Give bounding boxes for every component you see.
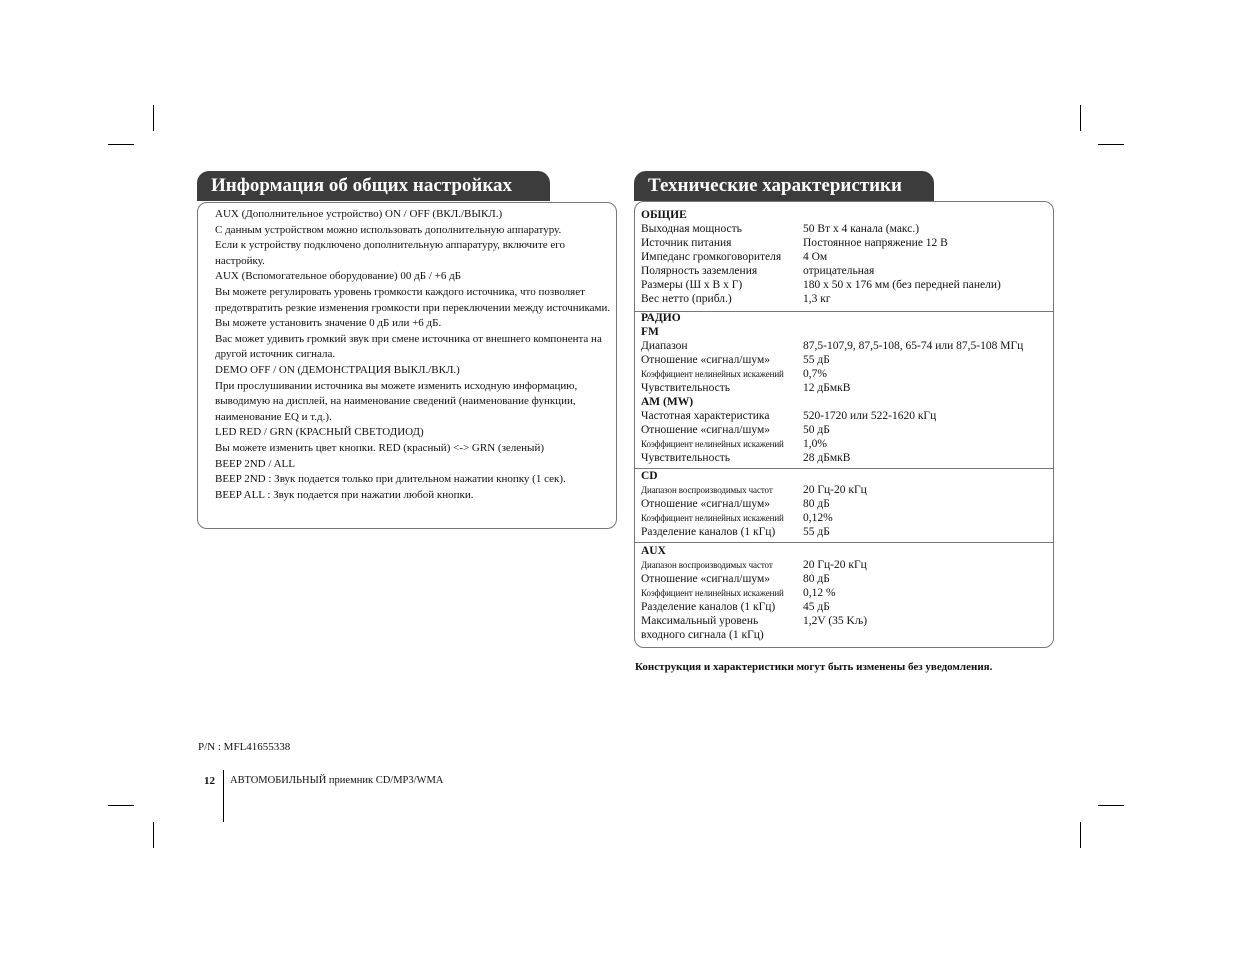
spec-row xyxy=(641,437,1051,451)
spec-label: Чувствительность xyxy=(641,382,730,394)
spec-row xyxy=(641,483,1051,497)
spec-value: 28 дБмкВ xyxy=(803,452,851,464)
settings-option-heading: LED RED / GRN (КРАСНЫЙ СВЕТОДИОД) xyxy=(215,426,424,439)
spec-label: Разделение каналов (1 кГц) xyxy=(641,601,776,613)
spec-value: 1,3 кг xyxy=(803,293,831,305)
spec-row xyxy=(641,339,1051,353)
spec-value: 50 Вт x 4 канала (макс.) xyxy=(803,223,920,235)
divider xyxy=(634,542,1054,543)
spec-label: Диапазон воспроизводимых частот xyxy=(641,560,773,570)
settings-section-title: Информация об общих настройках xyxy=(197,171,550,201)
crop-mark xyxy=(1080,822,1081,848)
spec-value: 50 дБ xyxy=(803,424,830,436)
spec-value: 0,12 % xyxy=(803,587,836,599)
spec-label: Импеданс громкоговорителя xyxy=(641,251,782,263)
spec-row xyxy=(641,525,1051,539)
specs-cd-heading: CD xyxy=(641,470,658,482)
spec-row xyxy=(641,511,1051,525)
spec-label: Отношение «сигнал/шум» xyxy=(641,354,770,366)
spec-label: Коэффициент нелинейных искажений xyxy=(641,369,784,379)
spec-value: 12 дБмкВ xyxy=(803,382,851,394)
spec-label: Частотная характеристика xyxy=(641,410,770,422)
settings-option-description: При прослушивании источника вы можете изменить исходную информацию, выводимую на дисплей, на наименование сведений (наименование функции, наименование EQ и т.д.). xyxy=(215,379,578,423)
settings-option-description: Вы можете изменить цвет кнопки. RED (красный) <-> GRN (зеленый) xyxy=(215,441,544,454)
settings-option xyxy=(203,457,613,504)
spec-label: Чувствительность xyxy=(641,452,730,464)
spec-value: 0,12% xyxy=(803,512,833,524)
spec-row xyxy=(641,409,1051,423)
crop-mark xyxy=(108,144,134,145)
specs-radio-heading: РАДИО xyxy=(641,312,681,324)
spec-label: Полярность заземления xyxy=(641,265,758,277)
spec-row xyxy=(641,497,1051,511)
spec-row xyxy=(641,558,1051,572)
spec-label: Диапазон xyxy=(641,340,688,352)
settings-option-description: Вы можете установить значение 0 дБ или +6 дБ. xyxy=(215,317,442,330)
crop-mark xyxy=(1098,805,1124,806)
settings-option-description: Вас может удивить громкий звук при смене источника от внешнего компонента на другой источник сигнала. xyxy=(215,332,602,361)
footer-divider xyxy=(223,770,224,822)
spec-row xyxy=(641,236,1051,250)
spec-row xyxy=(641,278,1051,292)
spec-label: Коэффициент нелинейных искажений xyxy=(641,513,784,523)
crop-mark xyxy=(1098,144,1124,145)
crop-mark xyxy=(153,105,154,131)
spec-row xyxy=(641,451,1051,465)
spec-row xyxy=(641,423,1051,437)
spec-label: Отношение «сигнал/шум» xyxy=(641,498,770,510)
settings-option-list xyxy=(203,207,613,503)
spec-row xyxy=(641,572,1051,586)
specs-aux xyxy=(641,544,1051,642)
specs-general xyxy=(641,208,1051,306)
spec-value: 80 дБ xyxy=(803,573,830,585)
spec-row xyxy=(641,353,1051,367)
spec-value: Постоянное напряжение 12 В xyxy=(803,237,948,249)
settings-option-heading: AUX (Дополнительное устройство) ON / OFF (ВКЛ./ВЫКЛ.) xyxy=(215,208,503,220)
spec-value: 0,7% xyxy=(803,368,827,380)
spec-value: 20 Гц-20 кГц xyxy=(803,484,867,496)
crop-mark xyxy=(108,805,134,806)
spec-value: 55 дБ xyxy=(803,354,830,366)
spec-row xyxy=(641,381,1051,395)
settings-option-heading: DEMO OFF / ON (ДЕМОНСТРАЦИЯ ВЫКЛ./ВКЛ.) xyxy=(215,363,460,376)
spec-label: Максимальный уровень xyxy=(641,615,759,627)
spec-label: Вес нетто (прибл.) xyxy=(641,293,732,305)
spec-row xyxy=(641,600,1051,614)
spec-label: Диапазон воспроизводимых частот xyxy=(641,485,773,495)
settings-option-description: С данным устройством можно использовать дополнительную аппаратуру. xyxy=(215,223,562,236)
specs-note: Конструкция и характеристики могут быть изменены без уведомления. xyxy=(635,661,993,673)
spec-label: Коэффициент нелинейных искажений xyxy=(641,588,784,598)
footer-product-name: АВТОМОБИЛЬНЫЙ приемник CD/MP3/WMA xyxy=(230,775,444,786)
spec-value: 520-1720 или 522-1620 кГц xyxy=(803,410,937,422)
spec-label: Источник питания xyxy=(641,237,732,249)
settings-option xyxy=(203,363,613,425)
spec-label: Отношение «сигнал/шум» xyxy=(641,424,770,436)
spec-label: Разделение каналов (1 кГц) xyxy=(641,526,776,538)
spec-value: отрицательная xyxy=(803,265,875,277)
spec-value: 20 Гц-20 кГц xyxy=(803,559,867,571)
settings-option-description: Если к устройству подключено дополнительную аппаратуру, включите его настройку. xyxy=(215,239,566,267)
spec-value: 87,5-107,9, 87,5-108, 65-74 или 87,5-108 МГц xyxy=(803,340,1024,352)
specs-radio xyxy=(641,311,1051,465)
specs-cd xyxy=(641,469,1051,539)
crop-mark xyxy=(1080,105,1081,131)
spec-label: Коэффициент нелинейных искажений xyxy=(641,439,784,449)
page-number: 12 xyxy=(204,775,215,787)
spec-row xyxy=(641,250,1051,264)
specs-general-heading: ОБЩИЕ xyxy=(641,209,687,221)
settings-option xyxy=(203,425,613,456)
spec-value: 80 дБ xyxy=(803,498,830,510)
spec-value: 55 дБ xyxy=(803,526,830,538)
spec-row xyxy=(641,222,1051,236)
settings-option xyxy=(203,269,613,363)
specs-am-heading: AM (MW) xyxy=(641,396,694,408)
spec-row xyxy=(641,367,1051,381)
crop-mark xyxy=(153,822,154,848)
settings-option xyxy=(203,207,613,269)
settings-option-heading: AUX (Вспомогательное оборудование) 00 дБ / +6 дБ xyxy=(215,270,462,283)
specs-fm-heading: FM xyxy=(641,326,659,338)
settings-option-description: BEEP 2ND : Звук подается только при длительном нажатии кнопку (1 сек). xyxy=(215,473,566,486)
settings-option-heading: BEEP 2ND / ALL xyxy=(215,457,295,470)
spec-value: 180 x 50 x 176 мм (без передней панели) xyxy=(803,279,1001,291)
spec-label: Выходная мощность xyxy=(641,223,742,235)
specs-aux-last-line: входного сигнала (1 кГц) xyxy=(641,629,764,641)
specs-section-title: Технические характеристики xyxy=(634,171,934,201)
spec-value: 4 Ом xyxy=(803,251,828,263)
spec-value: 1,0% xyxy=(803,438,827,450)
spec-label: Размеры (Ш x В x Г) xyxy=(641,279,743,291)
spec-label: Отношение «сигнал/шум» xyxy=(641,573,770,585)
spec-value: 1,2V (35 Kљ) xyxy=(803,615,868,627)
spec-row xyxy=(641,292,1051,306)
spec-row xyxy=(641,614,1051,628)
settings-option-description: BEEP ALL : Звук подается при нажатии любой кнопки. xyxy=(215,488,474,501)
specs-aux-heading: AUX xyxy=(641,545,666,557)
spec-row xyxy=(641,586,1051,600)
settings-option-description: Вы можете регулировать уровень громкости каждого источника, что позволяет предотвратить резкие изменения громкости при переключении между источниками. xyxy=(215,285,611,314)
spec-row xyxy=(641,264,1051,278)
spec-value: 45 дБ xyxy=(803,601,830,613)
part-number: P/N : MFL41655338 xyxy=(198,741,291,753)
